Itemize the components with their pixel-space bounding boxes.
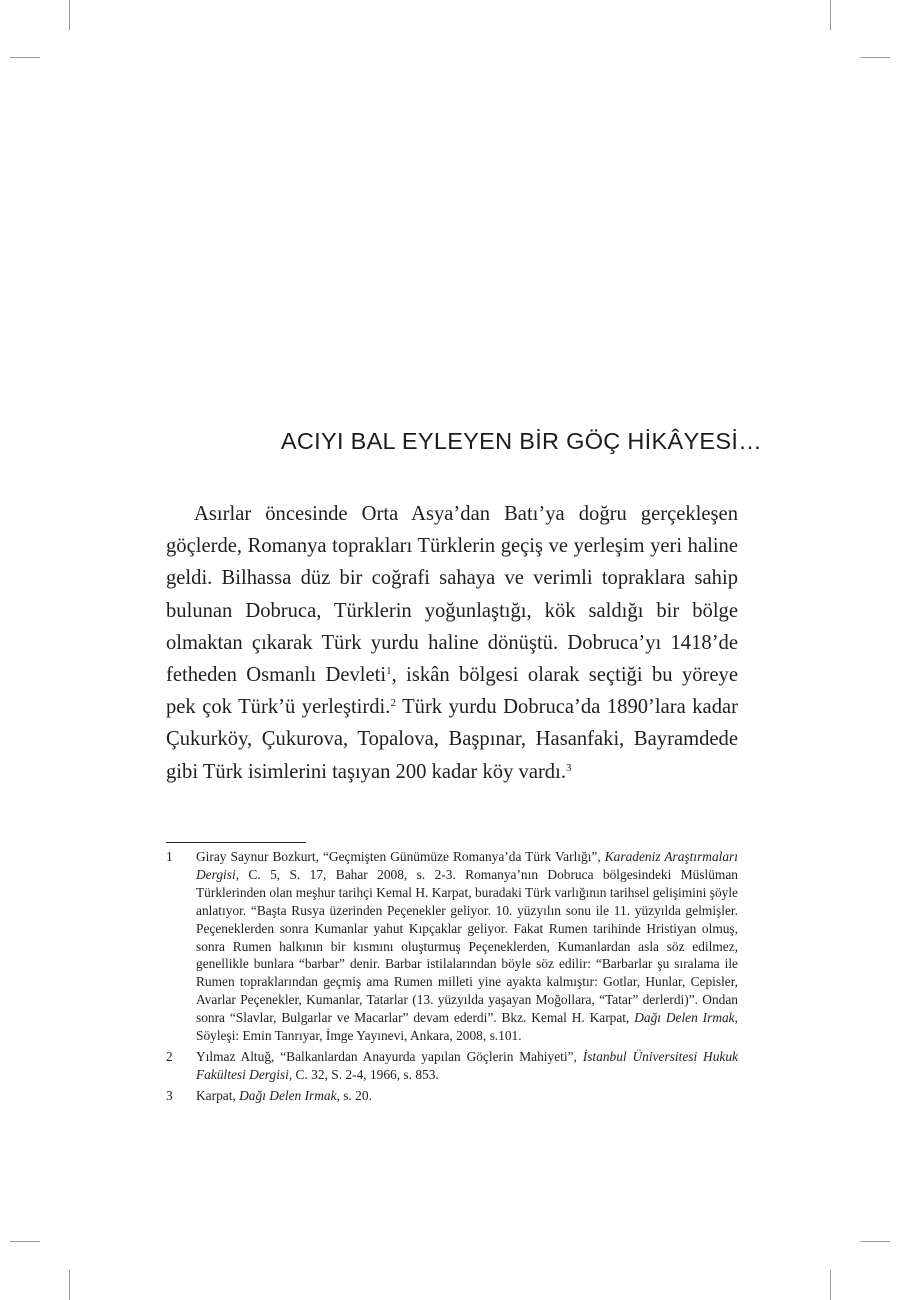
footnote-1	[166, 848, 738, 1045]
body-paragraph	[166, 498, 738, 788]
crop-mark-top-left-horizontal	[10, 57, 40, 58]
footnote-number: 2	[166, 1048, 173, 1064]
footnote-italic-title: Karadeniz Araştırmaları Dergisi	[196, 849, 738, 882]
footnote-text: , C. 5, S. 17, Bahar 2008, s. 2-3. Romanya’nın Dobruca bölgesindeki Müslüman Türklerinden olan meşhur tarihçi Kemal H. Karpat, buradaki Türk varlığının tarihsel gelişimini şöyle anlatıyor. “Başta Rusya üzerinden Peçenekler geliyor. 10. yüzyılın sonu ile 11. yüzyılda gelmişler. Peçeneklerden sonra Kumanlar yahut Kıpçaklar geliyor. Fakat Rumen tarihinde Hristiyan olmuş, sonra Rumen halkının bir kısmını oluşturmuş Peçeneklerden, Kumanlardan asla söz edilmez, genellikle bunlara “barbar” denir. Barbar istilalarından böyle söz edilir: “Barbarlar şu sıralama ile Rumen topraklarından geçmiş ama Rumen milleti yine ayakta kalmıştır: Gotlar, Hunlar, Cepisler, Avarlar Peçenekler, Kumanlar, Tatarlar (13. yüzyılda yaşayan Moğollara, “Tatar” derlerdi)”. Ondan sonra “Slavlar, Bulgarlar ve Macarlar” devam ederdi”. Bkz. Kemal H. Karpat,	[196, 866, 738, 1026]
footnote-3	[166, 1087, 738, 1105]
footnote-text: Giray Saynur Bozkurt, “Geçmişten Günümüze Romanya’da Türk Varlığı”,	[196, 849, 605, 864]
crop-mark-bottom-left-vertical	[69, 1270, 70, 1300]
footnote-italic-title: Dağı Delen Irmak	[239, 1087, 337, 1103]
footnote-number: 3	[166, 1087, 173, 1103]
footnote-ref-1[interactable]: 1	[386, 665, 392, 678]
footnote-text: Yılmaz Altuğ, “Balkanlardan Anayurda yapılan Göçlerin Mahiyeti”,	[196, 1048, 583, 1064]
body-text-part-3: Türk yurdu Dobruca’da 1890’lara kadar Çukurköy, Çukurova, Topalova, Başpınar, Hasanfaki, Bayramdede gibi Türk isimlerini taşıyan 200 kadar köy vardı.	[166, 696, 738, 783]
crop-mark-top-right-vertical	[830, 0, 831, 30]
crop-mark-top-left-vertical	[69, 0, 70, 30]
footnote-ref-2[interactable]: 2	[390, 697, 396, 710]
footnote-text: , s. 20.	[336, 1087, 372, 1103]
footnote-text: , C. 32, S. 2-4, 1966, s. 853.	[288, 1066, 439, 1082]
footnote-number: 1	[166, 849, 173, 864]
footnote-italic-title: İstanbul Üniversitesi Hukuk Fakültesi Dergisi	[196, 1048, 738, 1082]
footnote-ref-3[interactable]: 3	[565, 761, 572, 774]
footnote-separator	[166, 842, 306, 843]
footnote-text: Karpat,	[196, 1087, 240, 1103]
body-text-part-2: , iskân bölgesi olarak seçtiği bu yöreye pek çok Türk’ü yerleştirdi.	[166, 664, 738, 719]
footnote-2	[166, 1048, 738, 1084]
footnotes	[166, 848, 738, 1108]
footnote-italic-title: Dağı Delen Irmak	[634, 1010, 735, 1026]
crop-mark-top-right-horizontal	[860, 57, 890, 58]
crop-mark-bottom-right-vertical	[830, 1270, 831, 1300]
chapter-title: ACIYI BAL EYLEYEN BİR GÖÇ HİKÂYESİ…	[280, 428, 762, 454]
footnote-text: , Söyleşi: Emin Tanrıyar, İmge Yayınevi, Ankara, 2008, s.101.	[196, 1010, 738, 1044]
body-text-part-1: Asırlar öncesinde Orta Asya’dan Batı’ya doğru gerçekleşen göçlerde, Romanya toprakları Türklerin geçiş ve yerleşim yeri haline geldi. Bilhassa düz bir coğrafi sahaya ve verimli topraklara sahip bulunan Dobruca, Türklerin yoğunlaştığı, kök saldığı bir bölge olmaktan çıkarak Türk yurdu haline dönüştü. Dobruca’yı 1418’de fetheden Osmanlı Devleti	[166, 503, 738, 687]
crop-mark-bottom-right-horizontal	[860, 1241, 890, 1242]
crop-mark-bottom-left-horizontal	[10, 1241, 40, 1242]
